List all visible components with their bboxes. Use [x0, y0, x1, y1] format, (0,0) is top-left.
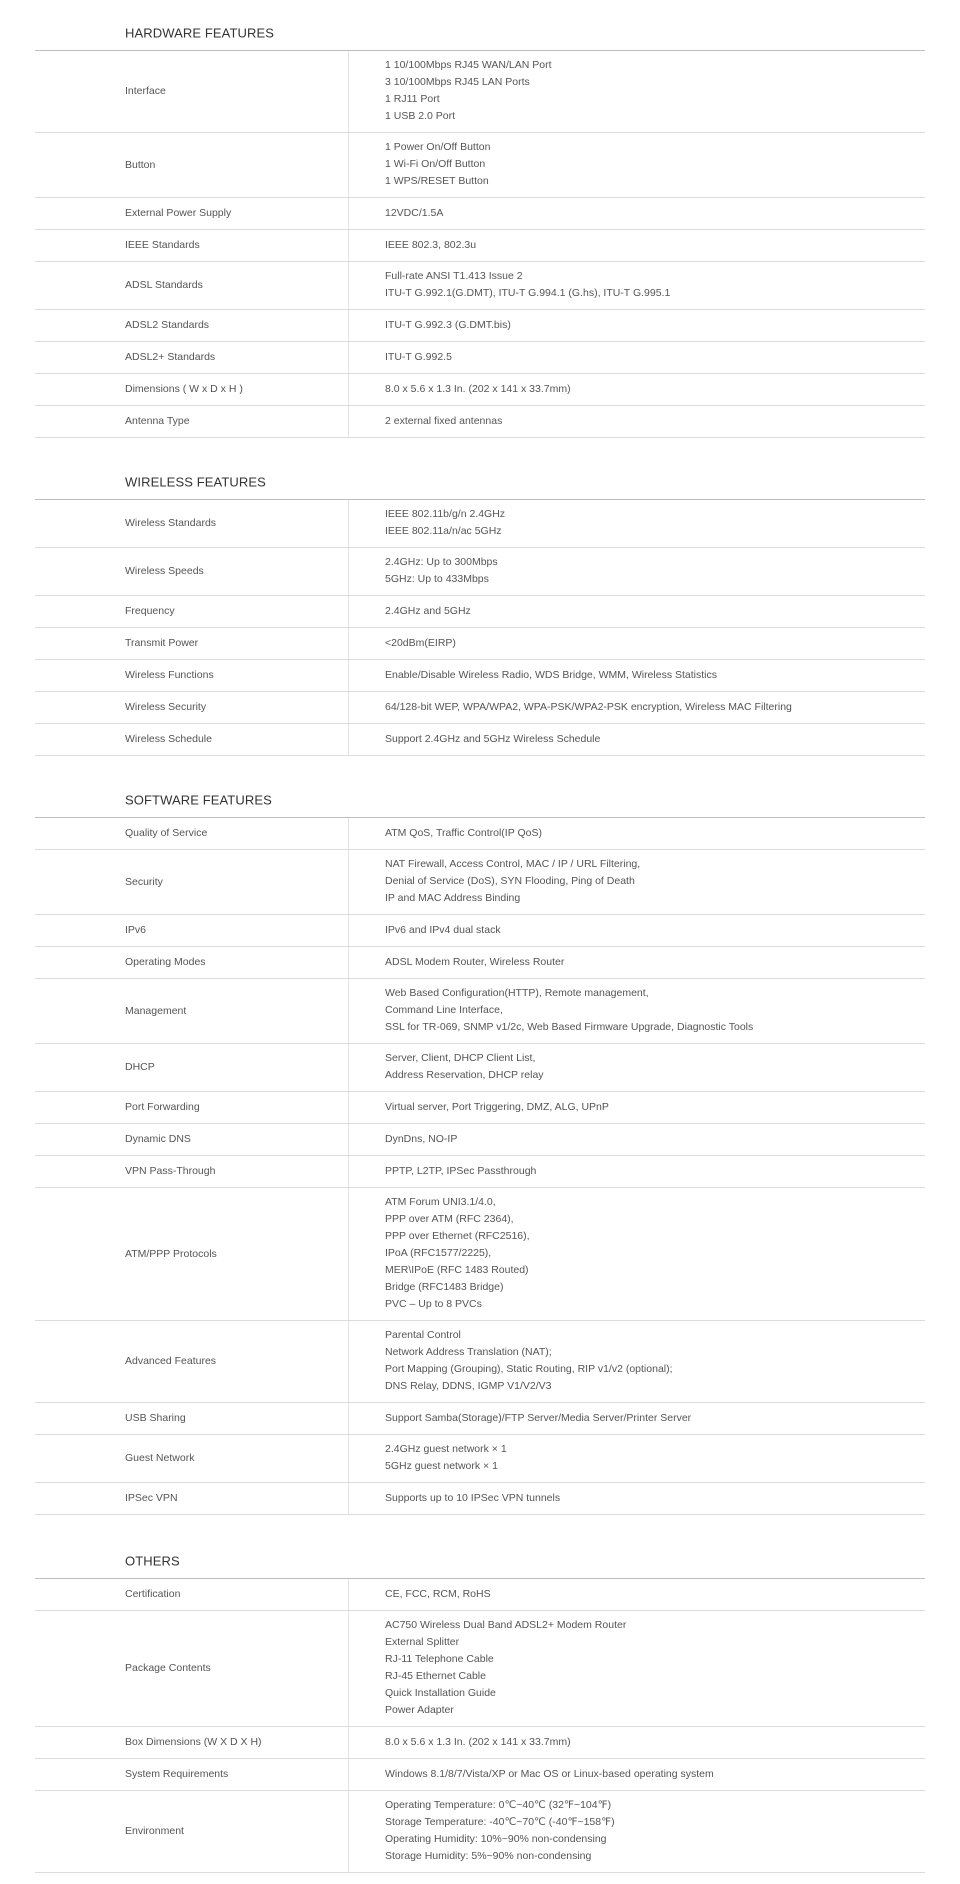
- row-divider: [35, 1043, 925, 1044]
- spec-value-line: RJ-45 Ethernet Cable: [385, 1670, 486, 1682]
- spec-label: Frequency: [125, 605, 175, 617]
- spec-value-line: ATM Forum UNI3.1/4.0,: [385, 1196, 496, 1208]
- spec-value-line: RJ-11 Telephone Cable: [385, 1653, 494, 1665]
- spec-value-line: 2.4GHz: Up to 300Mbps: [385, 556, 498, 568]
- spec-label: Advanced Features: [125, 1355, 217, 1367]
- column-divider: [348, 818, 349, 849]
- spec-value: [385, 922, 501, 939]
- spec-label: ADSL2 Standards: [125, 319, 210, 331]
- row-divider: [35, 849, 925, 850]
- spec-value: [385, 1766, 714, 1783]
- spec-value-line: 1 Power On/Off Button: [385, 141, 491, 153]
- column-divider: [348, 915, 349, 946]
- spec-label: Dimensions ( W x D x H ): [125, 383, 243, 395]
- spec-label: Interface: [125, 85, 166, 97]
- spec-label: Operating Modes: [125, 956, 206, 968]
- section-top-border: [35, 499, 925, 500]
- spec-value-line: ITU-T G.992.1(G.DMT), ITU-T G.994.1 (G.hs), ITU-T G.995.1: [385, 287, 671, 299]
- section-title-wireless-features: WIRELESS FEATURES: [125, 474, 266, 490]
- column-divider: [348, 1321, 349, 1402]
- row-divider: [35, 978, 925, 979]
- spec-value-line: DynDns, NO-IP: [385, 1132, 458, 1145]
- section-title-hardware-features: HARDWARE FEATURES: [125, 25, 275, 41]
- spec-value-line: DNS Relay, DDNS, IGMP V1/V2/V3: [385, 1380, 552, 1392]
- spec-value: [385, 1410, 691, 1427]
- spec-label: VPN Pass-Through: [125, 1165, 216, 1177]
- row-divider: [35, 627, 925, 628]
- row-divider: [35, 373, 925, 374]
- section-top-border: [35, 1578, 925, 1579]
- column-divider: [348, 1092, 349, 1123]
- spec-value: [385, 985, 753, 1036]
- spec-value-line: 1 WPS/RESET Button: [385, 175, 489, 187]
- spec-value: [385, 1194, 530, 1313]
- spec-value-line: Windows 8.1/8/7/Vista/XP or Mac OS or Linux-based operating system: [385, 1767, 714, 1780]
- spec-label: Wireless Standards: [125, 517, 217, 529]
- spec-value-line: PPTP, L2TP, IPSec Passthrough: [385, 1164, 537, 1177]
- spec-label: Dynamic DNS: [125, 1133, 191, 1145]
- spec-value-line: Port Mapping (Grouping), Static Routing, RIP v1/v2 (optional);: [385, 1363, 673, 1375]
- column-divider: [348, 406, 349, 437]
- spec-label: Security: [125, 875, 163, 888]
- spec-value-line: IEEE 802.11a/n/ac 5GHz: [385, 525, 502, 537]
- column-divider: [348, 1483, 349, 1514]
- spec-value: [385, 731, 600, 748]
- spec-value-line: Command Line Interface,: [385, 1004, 503, 1016]
- spec-value-line: ADSL Modem Router, Wireless Router: [385, 955, 565, 968]
- spec-value-line: Web Based Configuration(HTTP), Remote management,: [385, 987, 649, 999]
- spec-label: Port Forwarding: [125, 1101, 200, 1113]
- spec-value-line: 8.0 x 5.6 x 1.3 In. (202 x 141 x 33.7mm): [385, 1735, 571, 1748]
- spec-value-line: IEEE 802.11b/g/n 2.4GHz: [385, 508, 506, 520]
- section-title-others: OTHERS: [125, 1553, 180, 1569]
- spec-value-line: Full-rate ANSI T1.413 Issue 2: [385, 270, 523, 282]
- spec-label: Package Contents: [125, 1662, 211, 1674]
- column-divider: [348, 230, 349, 261]
- spec-value-line: 2.4GHz and 5GHz: [385, 604, 471, 617]
- column-divider: [348, 850, 349, 914]
- row-divider: [35, 755, 925, 756]
- column-divider: [348, 1403, 349, 1434]
- spec-value-line: 3 10/100Mbps RJ45 LAN Ports: [385, 76, 530, 88]
- spec-label: Quality of Service: [125, 827, 208, 839]
- spec-label: Wireless Security: [125, 701, 207, 713]
- spec-label: Transmit Power: [125, 637, 199, 649]
- spec-value-line: 12VDC/1.5A: [385, 206, 444, 219]
- spec-value: [385, 1099, 609, 1116]
- spec-label: Wireless Schedule: [125, 733, 212, 745]
- spec-value-line: Bridge (RFC1483 Bridge): [385, 1281, 504, 1293]
- row-divider: [35, 723, 925, 724]
- spec-value: [385, 1050, 544, 1084]
- spec-label: Management: [125, 1004, 187, 1017]
- row-divider: [35, 341, 925, 342]
- column-divider: [348, 1727, 349, 1758]
- section-top-border: [35, 817, 925, 818]
- spec-value-line: 8.0 x 5.6 x 1.3 In. (202 x 141 x 33.7mm): [385, 382, 571, 395]
- spec-value-line: NAT Firewall, Access Control, MAC / IP / URL Filtering,: [385, 858, 641, 870]
- column-divider: [348, 1156, 349, 1187]
- spec-value-line: IP and MAC Address Binding: [385, 892, 521, 904]
- spec-value-line: 1 Wi-Fi On/Off Button: [385, 158, 486, 170]
- spec-value-line: Quick Installation Guide: [385, 1687, 496, 1699]
- row-divider: [35, 197, 925, 198]
- spec-value: [385, 1131, 457, 1148]
- spec-value: [385, 139, 490, 190]
- spec-label: USB Sharing: [125, 1412, 186, 1424]
- spec-value-line: 64/128-bit WEP, WPA/WPA2, WPA-PSK/WPA2-PSK encryption, Wireless MAC Filtering: [385, 700, 792, 713]
- column-divider: [348, 979, 349, 1043]
- column-divider: [348, 1044, 349, 1091]
- row-divider: [35, 1790, 925, 1791]
- row-divider: [35, 1872, 925, 1873]
- row-divider: [35, 437, 925, 438]
- column-divider: [348, 1435, 349, 1482]
- row-divider: [35, 1434, 925, 1435]
- spec-value-line: 1 10/100Mbps RJ45 WAN/LAN Port: [385, 59, 552, 71]
- column-divider: [348, 947, 349, 978]
- spec-value: [385, 57, 552, 125]
- spec-label: External Power Supply: [125, 207, 232, 219]
- column-divider: [348, 133, 349, 197]
- spec-value-line: Server, Client, DHCP Client List,: [385, 1052, 536, 1064]
- spec-label: System Requirements: [125, 1768, 229, 1780]
- spec-value-line: MER\IPoE (RFC 1483 Routed): [385, 1264, 529, 1276]
- row-divider: [35, 547, 925, 548]
- column-divider: [348, 1791, 349, 1872]
- spec-value-line: <20dBm(EIRP): [385, 636, 456, 649]
- spec-value-line: AC750 Wireless Dual Band ADSL2+ Modem Router: [385, 1619, 627, 1631]
- column-divider: [348, 692, 349, 723]
- spec-label: IPSec VPN: [125, 1492, 178, 1504]
- spec-value-line: PPP over Ethernet (RFC2516),: [385, 1230, 530, 1242]
- spec-value-line: Operating Temperature: 0℃~40℃ (32℉~104℉): [385, 1799, 612, 1811]
- spec-value: [385, 268, 670, 302]
- spec-value: [385, 1327, 673, 1395]
- spec-value: [385, 349, 452, 366]
- row-divider: [35, 946, 925, 947]
- row-divider: [35, 132, 925, 133]
- spec-label: ADSL2+ Standards: [125, 351, 216, 363]
- spec-value: [385, 554, 498, 588]
- spec-value: [385, 1797, 615, 1865]
- spec-label: IPv6: [125, 924, 147, 936]
- section-title-software-features: SOFTWARE FEATURES: [125, 792, 272, 808]
- row-divider: [35, 405, 925, 406]
- spec-value: [385, 413, 502, 430]
- column-divider: [348, 500, 349, 547]
- row-divider: [35, 309, 925, 310]
- spec-value-line: Parental Control: [385, 1329, 461, 1341]
- spec-value-line: IPv6 and IPv4 dual stack: [385, 923, 501, 936]
- spec-value-line: Virtual server, Port Triggering, DMZ, ALG, UPnP: [385, 1100, 609, 1113]
- spec-value-line: PVC – Up to 8 PVCs: [385, 1298, 482, 1310]
- column-divider: [348, 342, 349, 373]
- spec-value: [385, 856, 640, 907]
- spec-value-line: 5GHz: Up to 433Mbps: [385, 573, 489, 585]
- spec-value-line: ATM QoS, Traffic Control(IP QoS): [385, 826, 542, 839]
- row-divider: [35, 659, 925, 660]
- column-divider: [348, 1579, 349, 1610]
- spec-value-line: 2 external fixed antennas: [385, 414, 503, 427]
- spec-value: [385, 317, 511, 334]
- row-divider: [35, 1758, 925, 1759]
- column-divider: [348, 310, 349, 341]
- spec-value-line: 2.4GHz guest network × 1: [385, 1443, 507, 1455]
- row-divider: [35, 914, 925, 915]
- spec-value-line: IEEE 802.3, 802.3u: [385, 238, 477, 251]
- spec-label: Box Dimensions (W X D X H): [125, 1736, 262, 1748]
- spec-value: [385, 954, 564, 971]
- column-divider: [348, 724, 349, 755]
- spec-value: [385, 205, 443, 222]
- column-divider: [348, 374, 349, 405]
- spec-value: [385, 1734, 571, 1751]
- row-divider: [35, 1155, 925, 1156]
- column-divider: [348, 1188, 349, 1320]
- spec-label: ADSL Standards: [125, 279, 203, 291]
- row-divider: [35, 1187, 925, 1188]
- spec-value-line: Network Address Translation (NAT);: [385, 1346, 552, 1358]
- column-divider: [348, 1759, 349, 1790]
- spec-value: [385, 381, 571, 398]
- spec-value: [385, 506, 505, 540]
- spec-value: [385, 667, 717, 684]
- spec-value-line: Support 2.4GHz and 5GHz Wireless Schedule: [385, 732, 601, 745]
- spec-value-line: Supports up to 10 IPSec VPN tunnels: [385, 1491, 561, 1504]
- column-divider: [348, 660, 349, 691]
- spec-value-line: ITU-T G.992.5: [385, 350, 452, 363]
- spec-label: Wireless Speeds: [125, 565, 204, 577]
- column-divider: [348, 262, 349, 309]
- spec-label: Environment: [125, 1825, 184, 1837]
- spec-value-line: Operating Humidity: 10%~90% non-condensing: [385, 1833, 607, 1845]
- spec-label: Guest Network: [125, 1452, 195, 1464]
- spec-value: [385, 237, 476, 254]
- spec-value: [385, 603, 471, 620]
- spec-value: [385, 825, 542, 842]
- row-divider: [35, 261, 925, 262]
- spec-label: Button: [125, 158, 156, 171]
- row-divider: [35, 1091, 925, 1092]
- spec-value: [385, 1490, 560, 1507]
- spec-value-line: Storage Temperature: -40℃~70℃ (-40℉~158℉): [385, 1816, 615, 1828]
- spec-value-line: SSL for TR-069, SNMP v1/2c, Web Based Firmware Upgrade, Diagnostic Tools: [385, 1021, 754, 1033]
- column-divider: [348, 1611, 349, 1726]
- row-divider: [35, 1123, 925, 1124]
- row-divider: [35, 229, 925, 230]
- column-divider: [348, 51, 349, 132]
- spec-value-line: Enable/Disable Wireless Radio, WDS Bridge, WMM, Wireless Statistics: [385, 668, 718, 681]
- spec-value: [385, 1441, 507, 1475]
- column-divider: [348, 628, 349, 659]
- section-top-border: [35, 50, 925, 51]
- column-divider: [348, 548, 349, 595]
- spec-value-line: 1 RJ11 Port: [385, 93, 440, 105]
- spec-value-line: Power Adapter: [385, 1704, 454, 1716]
- spec-value: [385, 1617, 626, 1719]
- row-divider: [35, 595, 925, 596]
- row-divider: [35, 1402, 925, 1403]
- row-divider: [35, 1320, 925, 1321]
- spec-value: [385, 1586, 491, 1603]
- column-divider: [348, 596, 349, 627]
- spec-value-line: Address Reservation, DHCP relay: [385, 1069, 544, 1081]
- spec-label: IEEE Standards: [125, 239, 200, 251]
- spec-label: Antenna Type: [125, 415, 190, 427]
- spec-value: [385, 635, 456, 652]
- row-divider: [35, 691, 925, 692]
- spec-value-line: ITU-T G.992.3 (G.DMT.bis): [385, 318, 511, 331]
- row-divider: [35, 1610, 925, 1611]
- spec-label: Wireless Functions: [125, 669, 214, 681]
- spec-value-line: 5GHz guest network × 1: [385, 1460, 498, 1472]
- spec-label: Certification: [125, 1588, 181, 1600]
- spec-value-line: PPP over ATM (RFC 2364),: [385, 1213, 514, 1225]
- row-divider: [35, 1726, 925, 1727]
- row-divider: [35, 1514, 925, 1515]
- spec-value-line: CE, FCC, RCM, RoHS: [385, 1587, 491, 1600]
- spec-value-line: Denial of Service (DoS), SYN Flooding, Ping of Death: [385, 875, 635, 887]
- row-divider: [35, 1482, 925, 1483]
- column-divider: [348, 198, 349, 229]
- spec-value: [385, 1163, 536, 1180]
- spec-label: DHCP: [125, 1061, 155, 1073]
- spec-value-line: Storage Humidity: 5%~90% non-condensing: [385, 1850, 592, 1862]
- spec-value-line: 1 USB 2.0 Port: [385, 110, 456, 122]
- spec-value-line: External Splitter: [385, 1636, 460, 1648]
- spec-value: [385, 699, 792, 716]
- spec-label: ATM/PPP Protocols: [125, 1247, 217, 1260]
- column-divider: [348, 1124, 349, 1155]
- spec-value-line: IPoA (RFC1577/2225),: [385, 1247, 492, 1259]
- spec-value-line: Support Samba(Storage)/FTP Server/Media Server/Printer Server: [385, 1411, 692, 1424]
